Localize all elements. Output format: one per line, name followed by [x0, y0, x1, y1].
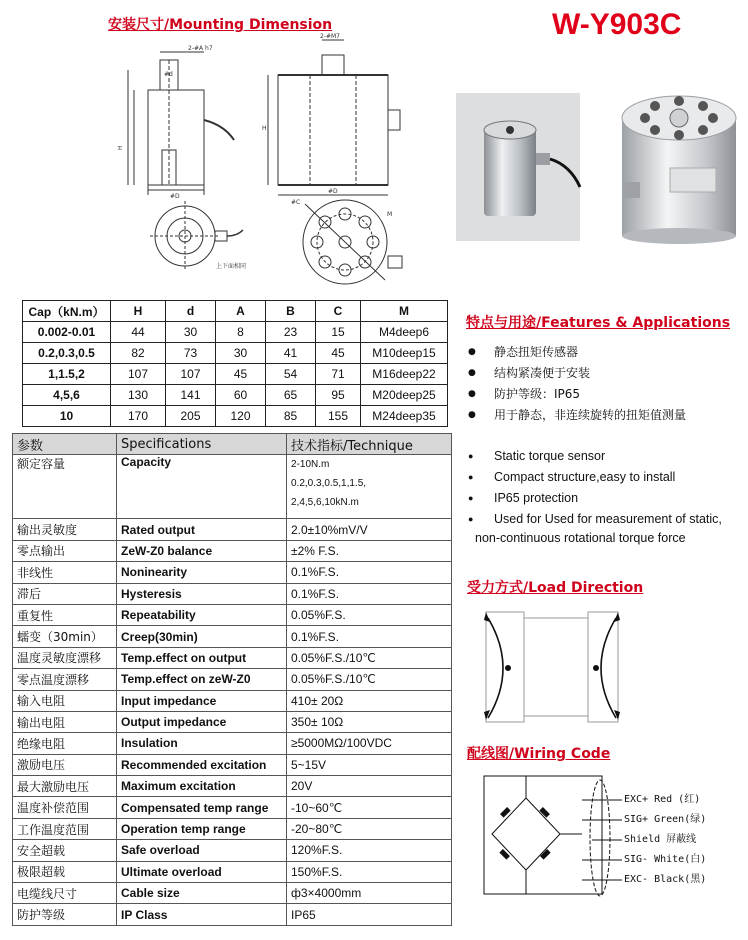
table-cell: 130 — [111, 385, 166, 406]
param-zh: 安全超载 — [13, 840, 117, 861]
wiring-diagram — [482, 770, 624, 900]
param-zh: 输出电阻 — [13, 711, 117, 732]
table-cell: 0.002-0.01 — [23, 322, 111, 343]
table-row — [13, 754, 452, 775]
param-value: 0.1%F.S. — [287, 562, 452, 583]
param-value: 5~15V — [287, 754, 452, 775]
table-cell: 155 — [316, 406, 361, 427]
table-row — [13, 455, 452, 519]
table-row — [13, 883, 452, 904]
table-cell: 71 — [316, 364, 361, 385]
mounting-dimension-title: 安装尺寸/Mounting Dimension — [108, 17, 333, 33]
table-cell: 85 — [266, 406, 316, 427]
param-value: 0.1%F.S. — [287, 626, 452, 647]
table-cell: 41 — [266, 343, 316, 364]
table-cell: M4deep6 — [361, 322, 448, 343]
list-item: ● 用于静态，非连续旋转的扭矩值测量 — [468, 405, 686, 426]
wire-label-exc-minus: EXC- Black(黑) — [624, 874, 707, 885]
svg-text:#D: #D — [170, 193, 180, 200]
dimension-table — [22, 300, 448, 427]
param-value: 150%F.S. — [287, 861, 452, 882]
table-cell: 4,5,6 — [23, 385, 111, 406]
param-zh: 极限超载 — [13, 861, 117, 882]
param-zh: 输出灵敏度 — [13, 519, 117, 540]
col-header: C — [316, 301, 361, 322]
svg-text:2-#A h7: 2-#A h7 — [188, 45, 213, 52]
param-value: 410± 20Ω — [287, 690, 452, 711]
list-item: ● Used for Used for measurement of static, — [468, 509, 722, 530]
table-cell: 10 — [23, 406, 111, 427]
table-row — [13, 711, 452, 732]
param-en: Input impedance — [117, 690, 287, 711]
load-direction-diagram — [476, 608, 628, 726]
param-value: 0.1%F.S. — [287, 583, 452, 604]
table-cell: 73 — [166, 343, 216, 364]
param-en: Temp.effect on zeW-Z0 — [117, 669, 287, 690]
list-item: ● IP65 protection — [468, 488, 722, 509]
section-view-drawing — [260, 30, 410, 200]
param-value: -10~60℃ — [287, 797, 452, 818]
table-row — [23, 406, 448, 427]
param-en: Ultimate overload — [117, 861, 287, 882]
product-photo-large — [610, 88, 748, 248]
list-item: ● Static torque sensor — [468, 446, 722, 467]
table-cell: 65 — [266, 385, 316, 406]
param-en: Recommended excitation — [117, 754, 287, 775]
param-en: Maximum excitation — [117, 776, 287, 797]
list-item: ● 静态扭矩传感器 — [468, 342, 686, 363]
wire-label-exc-plus: EXC+ Red (红) — [624, 794, 701, 805]
param-en: Temp.effect on output — [117, 647, 287, 668]
param-en: Cable size — [117, 883, 287, 904]
col-header-param: 参数 — [13, 434, 117, 455]
param-value: 0.05%F.S./10℃ — [287, 669, 452, 690]
table-cell: 141 — [166, 385, 216, 406]
wire-labels — [624, 790, 706, 890]
param-en: Creep(30min) — [117, 626, 287, 647]
wire-label-sig-plus: SIG+ Green(绿) — [624, 814, 707, 825]
col-header-spec: Specifications — [117, 434, 287, 455]
param-value: -20~80℃ — [287, 818, 452, 839]
dimension-table-header — [23, 301, 448, 322]
table-cell: 44 — [111, 322, 166, 343]
table-cell: 1,1.5,2 — [23, 364, 111, 385]
side-view-drawing — [118, 40, 258, 200]
list-item: ● 结构紧凑便于安装 — [468, 363, 686, 384]
param-value: 2.0±10%mV/V — [287, 519, 452, 540]
svg-text:M: M — [387, 211, 393, 218]
table-row — [13, 562, 452, 583]
table-row — [23, 385, 448, 406]
col-header: d — [166, 301, 216, 322]
table-cell: 23 — [266, 322, 316, 343]
col-header: B — [266, 301, 316, 322]
param-value: 350± 10Ω — [287, 711, 452, 732]
param-value: ≥5000MΩ/100VDC — [287, 733, 452, 754]
table-cell: 0.2,0.3,0.5 — [23, 343, 111, 364]
param-value: ф3×4000mm — [287, 883, 452, 904]
table-cell: M10deep15 — [361, 343, 448, 364]
table-row — [13, 604, 452, 625]
svg-text:2-#M7: 2-#M7 — [320, 33, 341, 40]
table-cell: 95 — [316, 385, 361, 406]
param-zh: 零点输出 — [13, 540, 117, 561]
param-zh: 激励电压 — [13, 754, 117, 775]
wiring-code-title: 配线图/Wiring Code — [467, 746, 611, 762]
table-cell: 30 — [166, 322, 216, 343]
top-view-drawing — [140, 196, 250, 276]
param-zh: 最大激励电压 — [13, 776, 117, 797]
param-zh: 绝缘电阻 — [13, 733, 117, 754]
param-en: ZeW-Z0 balance — [117, 540, 287, 561]
flange-top-view-drawing — [285, 196, 410, 288]
table-cell: 60 — [216, 385, 266, 406]
table-row — [13, 669, 452, 690]
svg-text:上下面相同: 上下面相同 — [216, 263, 247, 270]
features-list-en — [468, 446, 722, 530]
feature-continuation: non-continuous rotational torque force — [475, 531, 686, 545]
table-row — [13, 690, 452, 711]
param-zh: 温度灵敏度漂移 — [13, 647, 117, 668]
table-row — [13, 776, 452, 797]
table-cell: 82 — [111, 343, 166, 364]
table-row — [13, 583, 452, 604]
param-value: 120%F.S. — [287, 840, 452, 861]
table-row — [13, 818, 452, 839]
table-cell: 45 — [216, 364, 266, 385]
param-zh: 工作温度范围 — [13, 818, 117, 839]
svg-text:#d: #d — [164, 71, 173, 78]
capacity-value-line: 2,4,5,6,10kN.m — [291, 497, 359, 509]
param-zh: 输入电阻 — [13, 690, 117, 711]
table-cell: 107 — [111, 364, 166, 385]
table-cell: 205 — [166, 406, 216, 427]
table-row — [13, 797, 452, 818]
svg-text:H: H — [262, 125, 267, 132]
col-header: A — [216, 301, 266, 322]
table-row — [13, 904, 452, 925]
table-cell: M20deep25 — [361, 385, 448, 406]
table-cell: 8 — [216, 322, 266, 343]
spec-table-header — [13, 434, 452, 455]
table-row — [23, 322, 448, 343]
param-zh: 非线性 — [13, 562, 117, 583]
param-en: Rated output — [117, 519, 287, 540]
table-cell: 120 — [216, 406, 266, 427]
param-en: Insulation — [117, 733, 287, 754]
table-row — [13, 840, 452, 861]
capacity-value-line: 0.2,0.3,0.5,1,1.5, — [291, 478, 367, 490]
table-cell: M16deep22 — [361, 364, 448, 385]
model-number: W-Y903C — [552, 8, 682, 41]
table-cell: 45 — [316, 343, 361, 364]
product-photo-small — [456, 93, 580, 241]
param-en: Hysteresis — [117, 583, 287, 604]
table-cell: 54 — [266, 364, 316, 385]
list-item: ● 防护等级：IP65 — [468, 384, 686, 405]
table-cell: 107 — [166, 364, 216, 385]
capacity-value-line: 2-10N.m — [291, 459, 330, 471]
param-zh: 零点温度漂移 — [13, 669, 117, 690]
param-en: Capacity — [117, 455, 287, 519]
param-en: IP Class — [117, 904, 287, 925]
table-row — [13, 519, 452, 540]
table-cell: 15 — [316, 322, 361, 343]
param-value: 0.05%F.S. — [287, 604, 452, 625]
col-header: H — [111, 301, 166, 322]
list-item: ● Compact structure,easy to install — [468, 467, 722, 488]
col-header: Cap（kN.m） — [23, 301, 111, 322]
features-list-zh — [468, 342, 686, 426]
table-row — [13, 733, 452, 754]
table-row — [23, 343, 448, 364]
param-value: IP65 — [287, 904, 452, 925]
table-cell: M24deep35 — [361, 406, 448, 427]
table-row — [13, 626, 452, 647]
param-zh: 防护等级 — [13, 904, 117, 925]
param-en: Safe overload — [117, 840, 287, 861]
param-zh: 滞后 — [13, 583, 117, 604]
param-zh: 重复性 — [13, 604, 117, 625]
table-row — [13, 861, 452, 882]
table-row — [13, 647, 452, 668]
param-en: Operation temp range — [117, 818, 287, 839]
param-zh: 温度补偿范围 — [13, 797, 117, 818]
param-en: Compensated temp range — [117, 797, 287, 818]
table-row — [13, 540, 452, 561]
svg-text:#C: #C — [291, 199, 301, 206]
param-en: Output impedance — [117, 711, 287, 732]
specification-table — [12, 433, 452, 926]
table-cell: 30 — [216, 343, 266, 364]
param-en: Repeatability — [117, 604, 287, 625]
table-cell: 170 — [111, 406, 166, 427]
param-zh: 额定容量 — [13, 455, 117, 519]
param-value: ±2% F.S. — [287, 540, 452, 561]
param-zh: 电缆线尺寸 — [13, 883, 117, 904]
col-header: M — [361, 301, 448, 322]
wire-label-shield: Shield 屏蔽线 — [624, 834, 697, 845]
param-value: 0.05%F.S./10℃ — [287, 647, 452, 668]
load-direction-title: 受力方式/Load Direction — [467, 580, 644, 596]
param-zh: 蠕变（30min） — [13, 626, 117, 647]
col-header-technique: 技术指标/Technique — [287, 434, 452, 455]
param-value — [287, 455, 452, 519]
param-en: Noninearity — [117, 562, 287, 583]
svg-text:H: H — [117, 145, 124, 150]
wire-label-sig-minus: SIG- White(白) — [624, 854, 707, 865]
param-value: 20V — [287, 776, 452, 797]
features-title: 特点与用途/Features & Applications — [466, 315, 731, 331]
svg-text:#D: #D — [328, 188, 338, 195]
table-row — [23, 364, 448, 385]
